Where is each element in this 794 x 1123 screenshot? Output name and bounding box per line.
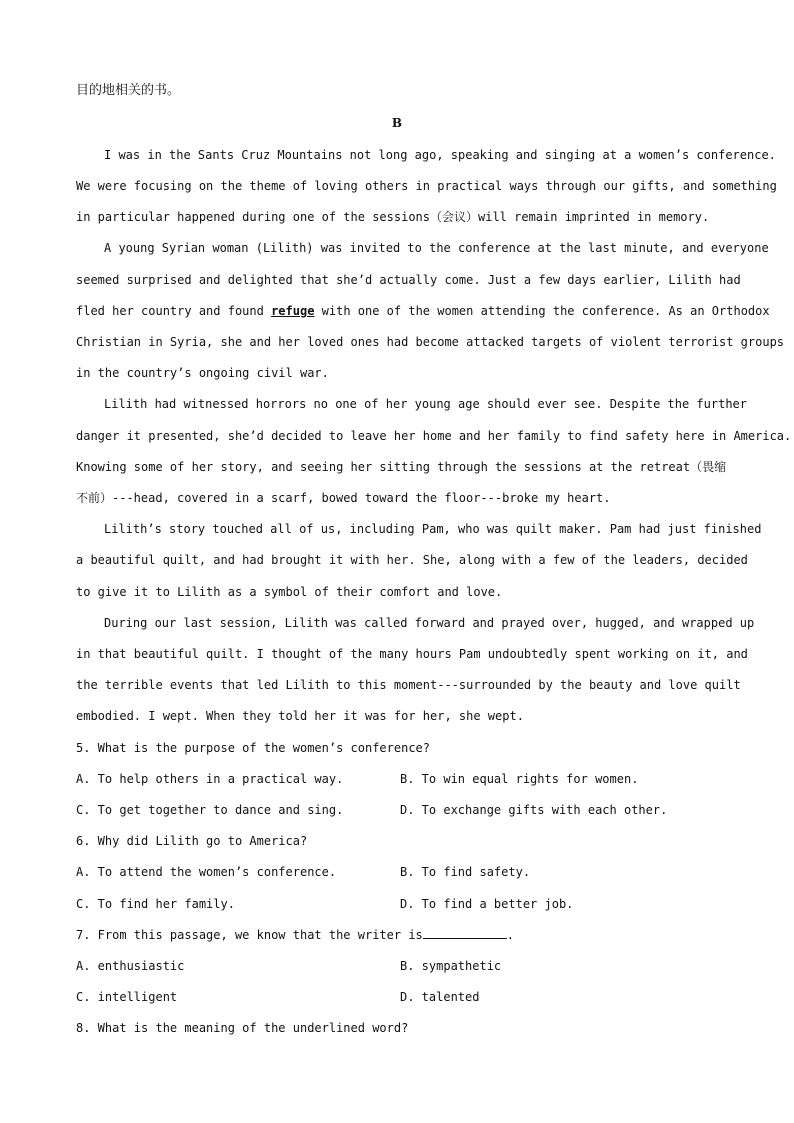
passage-text: fled her country and found [76,304,272,318]
option-a: A. enthusiastic [76,959,185,973]
passage-line: Lilith had witnessed horrors no one of her young age should ever see. Despite the further [104,397,747,411]
passage-line-with-underline [76,302,770,320]
passage-line: Lilith’s story touched all of us, including Pam, who was quilt maker. Pam had just finished [104,522,762,536]
passage-line: We were focusing on the theme of loving others in practical ways through our gifts, and something [76,179,777,193]
passage-line: Christian in Syria, she and her loved ones had become attacked targets of violent terrorist groups [76,335,785,349]
passage-line: 不前）---head, covered in a scarf, bowed toward the floor---broke my heart. [76,491,611,505]
option-c: C. To get together to dance and sing. [76,803,344,817]
intro-line: 目的地相关的书。 [76,83,181,98]
passage-line: seemed surprised and delighted that she’d actually come. Just a few days earlier, Lilith had [76,273,741,287]
passage-line: danger it presented, she’d decided to leave her home and her family to find safety here in America. [76,429,792,443]
option-d: D. talented [400,990,480,1004]
passage-line: a beautiful quilt, and had brought it with her. She, along with a few of the leaders, decided [76,553,748,567]
question-stem [76,926,514,944]
passage-line: A young Syrian woman (Lilith) was invited to the conference at the last minute, and everyone [104,241,769,255]
passage-line: in that beautiful quilt. I thought of the many hours Pam undoubtedly spent working on it, and [76,647,748,661]
passage-line: During our last session, Lilith was called forward and prayed over, hugged, and wrapped up [104,616,755,630]
answer-blank [423,926,507,939]
passage-line: to give it to Lilith as a symbol of their comfort and love. [76,585,503,599]
passage-line: the terrible events that led Lilith to this moment---surrounded by the beauty and love quilt [76,678,741,692]
question-stem: 5. What is the purpose of the women’s conference? [76,741,431,755]
passage-text: with one of the women attending the conference. As an Orthodox [314,304,770,318]
stem-end: . [506,928,515,942]
option-b: B. To win equal rights for women. [400,772,639,786]
passage-line: embodied. I wept. When they told her it was for her, she wept. [76,709,524,723]
question-stem: 6. Why did Lilith go to America? [76,834,308,848]
option-a: A. To help others in a practical way. [76,772,344,786]
option-c: C. intelligent [76,990,178,1004]
option-d: D. To exchange gifts with each other. [400,803,668,817]
passage-line: in the country’s ongoing civil war. [76,366,329,380]
option-d: D. To find a better job. [400,897,574,911]
underlined-word: refuge [271,304,315,318]
option-a: A. To attend the women’s conference. [76,865,337,879]
section-heading: B [391,116,403,130]
passage-line: in particular happened during one of the sessions（会议）will remain imprinted in memory. [76,210,710,224]
passage-line: Knowing some of her story, and seeing her sitting through the sessions at the retreat（畏缩 [76,460,727,474]
question-stem: 8. What is the meaning of the underlined word? [76,1021,409,1035]
option-b: B. To find safety. [400,865,531,879]
option-b: B. sympathetic [400,959,502,973]
passage-line: I was in the Sants Cruz Mountains not long ago, speaking and singing at a women’s conference. [104,148,776,162]
option-c: C. To find her family. [76,897,235,911]
stem-text: 7. From this passage, we know that the writer is [76,928,423,942]
